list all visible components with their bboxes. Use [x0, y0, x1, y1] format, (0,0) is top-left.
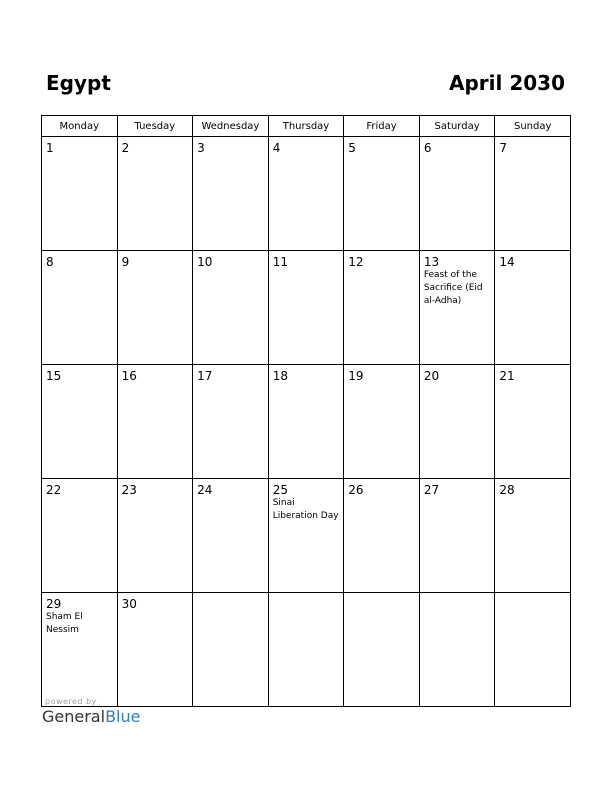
day-number: 26: [348, 483, 364, 497]
week-row: [42, 365, 571, 479]
powered-by-text: powered by: [45, 697, 97, 706]
day-number: 22: [46, 483, 62, 497]
day-number: 18: [272, 369, 288, 383]
day-number: 6: [423, 141, 432, 155]
week-row: [42, 251, 571, 365]
day-cell: [42, 251, 118, 365]
weekday-header: Monday: [42, 116, 118, 137]
day-cell: [419, 479, 495, 593]
day-cell: [42, 593, 118, 707]
day-cell: [42, 479, 118, 593]
holiday-label: Sham El Nessim: [46, 612, 83, 635]
day-cell: [117, 479, 193, 593]
day-cell: [193, 137, 269, 251]
day-cell: [193, 251, 269, 365]
brand-general-text: General: [42, 707, 106, 726]
day-number: 5: [348, 141, 356, 155]
week-row: [42, 593, 571, 707]
day-cell: [495, 251, 571, 365]
day-number: 15: [46, 369, 62, 383]
day-number: 27: [423, 483, 440, 497]
day-number: 28: [499, 483, 515, 497]
day-number: 24: [197, 483, 213, 497]
country-title: Egypt: [46, 71, 111, 95]
weekday-header: Friday: [344, 116, 420, 137]
day-number: 14: [499, 255, 515, 269]
footer-branding: [42, 697, 140, 727]
day-cell: [495, 479, 571, 593]
day-number: 21: [499, 369, 515, 383]
day-cell: [344, 251, 420, 365]
day-cell: [193, 479, 269, 593]
day-cell: [193, 593, 269, 707]
day-number: 29: [46, 597, 62, 611]
day-cell: [117, 137, 193, 251]
day-cell: [193, 365, 269, 479]
day-cell: [419, 365, 495, 479]
week-row: [42, 479, 571, 593]
day-cell: [42, 137, 118, 251]
day-cell: [268, 365, 344, 479]
day-number: 9: [121, 255, 130, 269]
brand-blue-text: Blue: [105, 707, 141, 726]
day-number: 10: [197, 255, 213, 269]
day-number: 12: [348, 255, 364, 269]
day-number: 19: [348, 369, 364, 383]
day-cell: [344, 365, 420, 479]
day-number: 23: [121, 483, 137, 497]
day-cell: [268, 479, 344, 593]
day-cell: [344, 479, 420, 593]
week-row: [42, 137, 571, 251]
day-number: 2: [121, 141, 130, 155]
weekday-header-row: [42, 116, 571, 137]
day-cell: [344, 593, 420, 707]
day-number: 17: [197, 369, 213, 383]
day-cell: [344, 137, 420, 251]
day-cell: [268, 137, 344, 251]
day-cell: [117, 593, 193, 707]
day-number: 25: [272, 483, 288, 497]
day-cell: [495, 137, 571, 251]
weekday-header: Tuesday: [117, 116, 193, 137]
day-number: 13: [423, 255, 440, 269]
day-cell: [42, 365, 118, 479]
day-number: 16: [121, 369, 137, 383]
day-number: 4: [272, 141, 281, 155]
day-cell: [419, 251, 495, 365]
day-number: 1: [46, 141, 54, 155]
day-cell: [117, 365, 193, 479]
day-number: 7: [499, 141, 508, 155]
day-number: 30: [121, 597, 137, 611]
day-number: 3: [197, 141, 205, 155]
day-cell: [268, 251, 344, 365]
calendar-grid: [41, 115, 571, 707]
day-cell: [419, 137, 495, 251]
day-cell: [268, 593, 344, 707]
weekday-header: Wednesday: [193, 116, 269, 137]
weekday-header: Saturday: [419, 116, 495, 137]
weekday-header: Sunday: [495, 116, 571, 137]
day-cell: [117, 251, 193, 365]
day-cell: [419, 593, 495, 707]
day-number: 8: [46, 255, 54, 269]
brand-logo: [42, 707, 140, 727]
weekday-header: Thursday: [268, 116, 344, 137]
month-year-title: April 2030: [449, 71, 565, 95]
day-number: 11: [272, 255, 288, 269]
day-cell: [495, 365, 571, 479]
day-number: 20: [423, 369, 440, 383]
day-cell: [495, 593, 571, 707]
holiday-label: Sinai Liberation Day: [272, 498, 339, 521]
holiday-label: Feast of the Sacrifice (Eid al-Adha): [423, 270, 483, 306]
